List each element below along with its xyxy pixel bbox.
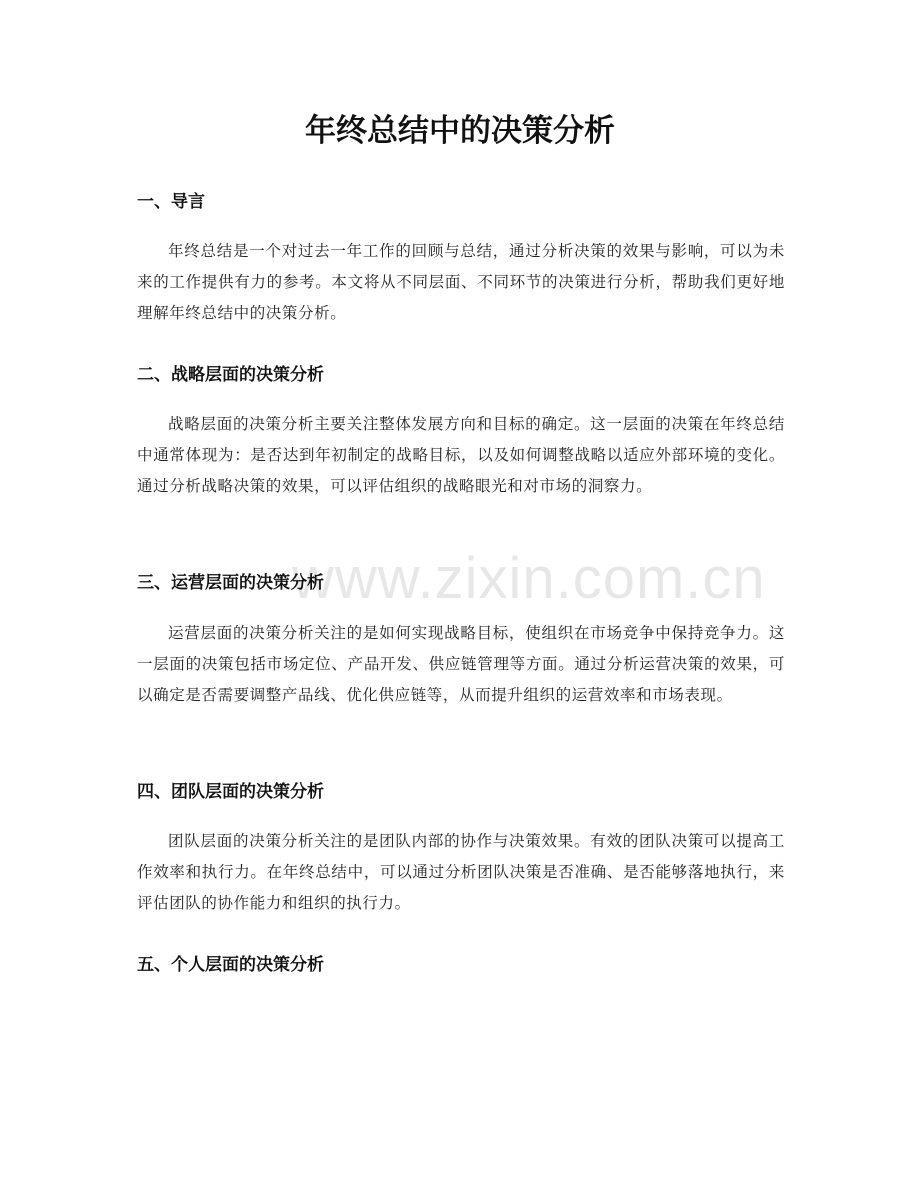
page-title: 年终总结中的决策分析 <box>305 113 615 149</box>
section-paragraph-operations: 运营层面的决策分析关注的是如何实现战略目标，使组织在市场竞争中保持竞争力。这一层面的决策包括市场定位、产品开发、供应链管理等方面。通过分析运营决策的效果，可以确定是否需要调整产品线、优化供应链等，从而提升组织的运营效率和市场表现。 <box>137 624 785 704</box>
section-heading-team: 四、团队层面的决策分析 <box>137 782 324 802</box>
section-paragraph-strategy: 战略层面的决策分析主要关注整体发展方向和目标的确定。这一层面的决策在年终总结中通常体现为：是否达到年初制定的战略目标，以及如何调整战略以适应外部环境的变化。通过分析战略决策的效果，可以评估组织的战略眼光和对市场的洞察力。 <box>137 415 785 495</box>
section-heading-intro: 一、导言 <box>137 192 205 212</box>
section-paragraph-intro: 年终总结是一个对过去一年工作的回顾与总结，通过分析决策的效果与影响，可以为未来的工作提供有力的参考。本文将从不同层面、不同环节的决策进行分析，帮助我们更好地理解年终总结中的决策分析。 <box>137 242 785 322</box>
section-heading-strategy: 二、战略层面的决策分析 <box>137 365 324 385</box>
watermark: www.zixin.com.cn <box>292 546 766 611</box>
section-paragraph-team: 团队层面的决策分析关注的是团队内部的协作与决策效果。有效的团队决策可以提高工作效率和执行力。在年终总结中，可以通过分析团队决策是否准确、是否能够落地执行，来评估团队的协作能力和组织的执行力。 <box>137 832 785 912</box>
section-heading-individual: 五、个人层面的决策分析 <box>137 955 324 975</box>
section-heading-operations: 三、运营层面的决策分析 <box>137 573 324 593</box>
